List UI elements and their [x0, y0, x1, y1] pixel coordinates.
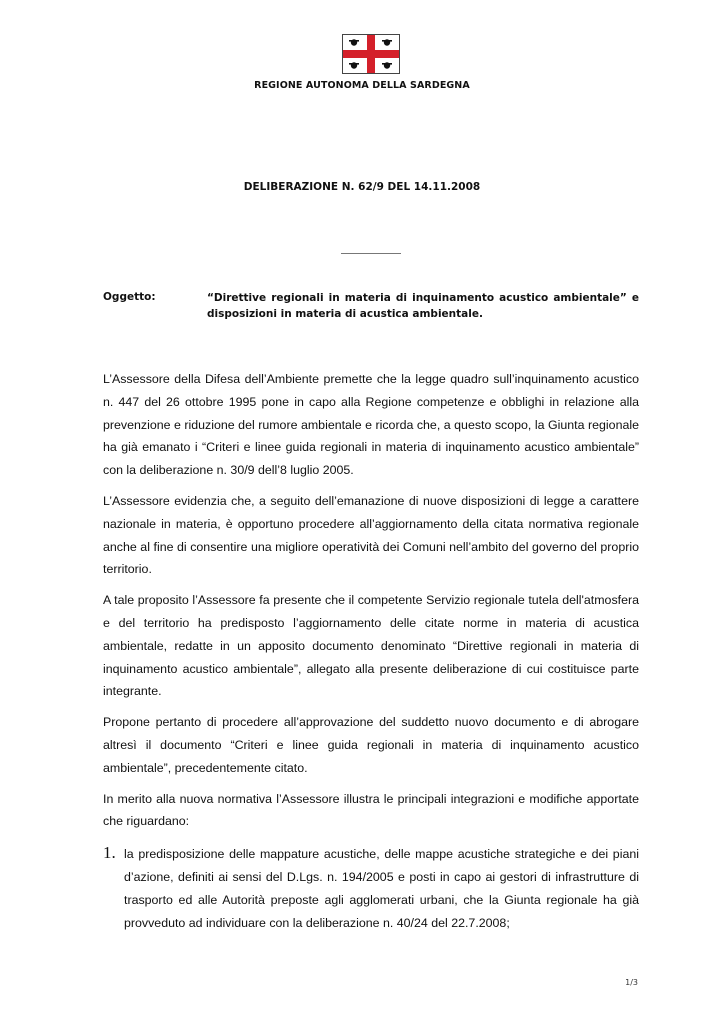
- subject-label: Oggetto:: [103, 291, 156, 303]
- paragraph: Propone pertanto di procedere all’approvazione del suddetto nuovo documento e di abrogare altresì il documento “Criteri e linee guida regionali in materia di inquinamento acustico ambientale”, precedentemente citato.: [103, 715, 639, 775]
- paragraph: In merito alla nuova normativa l’Assessore illustra le principali integrazioni e modifiche apportate che riguardano:: [103, 791, 639, 829]
- subject-text: “Direttive regionali in materia di inquinamento acustico ambientale” e disposizioni in materia di acustica ambientale.: [207, 292, 639, 320]
- page-number: 1/3: [625, 978, 638, 987]
- divider: [341, 253, 401, 254]
- list-item-number: 1.: [103, 843, 116, 863]
- paragraph: L’Assessore della Difesa dell’Ambiente premette che la legge quadro sull’inquinamento acustico n. 447 del 26 ottobre 1995 pone in capo alla Regione competenze e obblighi in relazione alla prevenzione e riduzione del rumore ambientale e ricorda che, a questo scopo, la Giunta regionale ha già emanato i “Criteri e linee guida regionali in materia di inquinamento acustico ambientale” con la deliberazione n. 30/9 dell’8 luglio 2005.: [103, 372, 639, 478]
- region-name: REGIONE AUTONOMA DELLA SARDEGNA: [254, 80, 470, 91]
- sardinia-coat-of-arms-logo: [342, 34, 400, 74]
- deliberation-title: DELIBERAZIONE N. 62/9 DEL 14.11.2008: [243, 181, 481, 193]
- paragraph: L’Assessore evidenzia che, a seguito dell’emanazione di nuove disposizioni di legge a carattere nazionale in materia, è opportuno procedere all’aggiornamento della citata normativa regionale anche al fine di consentire una migliore operatività dei Comuni nell’ambito del governo del proprio territorio.: [103, 493, 639, 577]
- list-item: [103, 843, 639, 934]
- document-body: [103, 368, 639, 934]
- paragraph: A tale proposito l’Assessore fa presente che il competente Servizio regionale tutela dell'atmosfera e del territorio ha predisposto l’aggiornamento delle citate norme in materia di acustica ambientale, redatte in un apposito documento denominato “Direttive regionali in materia di inquinamento acustico ambientale”, allegato alla presente deliberazione di cui costituisce parte integrante.: [103, 593, 639, 699]
- list-item-text: la predisposizione delle mappature acustiche, delle mappe acustiche strategiche e dei piani d’azione, definiti ai sensi del D.Lgs. n. 194/2005 e posti in capo ai gestori di infrastrutture di trasporto ed alle Autorità preposte agli agglomerati urbani, che la Giunta regionale ha già provveduto ad individuare con la deliberazione n. 40/24 del 22.7.2008;: [124, 847, 639, 930]
